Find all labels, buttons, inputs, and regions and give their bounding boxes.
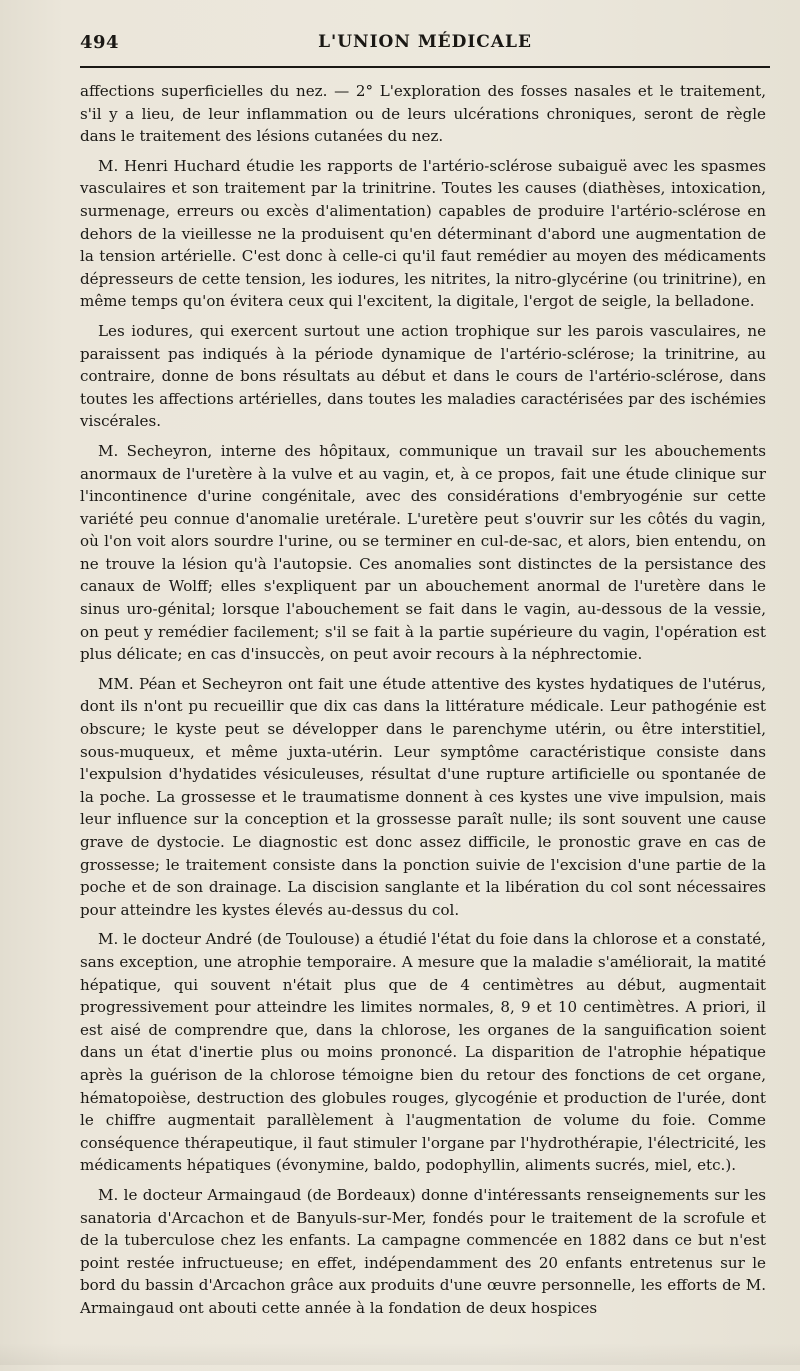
journal-title: L'UNION MÉDICALE (318, 32, 532, 52)
paragraph-armaingaud: M. le docteur Armaingaud (de Bordeaux) donne d'intéressants renseignements sur les sanatoria d'Arcachon et de Banyuls-sur-Mer, fondés pour le traitement de la scrofule et de la tuberculose chez les enfants. La campagne commencée en 1882 dans ce but n'est point restée infructueuse; en effet, indépendamment des 20 enfants entretenus sur le bord du bassin d'Arcachon grâce aux produits d'une œuvre personnelle, les efforts de M. Armaingaud ont abouti cette année à la fondation de deux hospices (80, 1185, 766, 1317)
article-body (80, 80, 766, 1326)
paragraph-nasal-exploration: affections superficielles du nez. — 2° L'exploration des fosses nasales et le traitement, s'il y a lieu, de leur inflammation ou de leurs ulcérations chroniques, seront de règle dans le traitement des lésions cutanées du nez. (80, 82, 766, 146)
header-rule (80, 66, 770, 68)
paragraph-andre: M. le docteur André (de Toulouse) a étudié l'état du foie dans la chlorose et a constaté, sans exception, une atrophie temporaire. A mesure que la maladie s'améliorait, la matité hépatique, qui souvent n'était plus que de 4 centimètres au début, augmentait progressivement pour atteindre les limites normales, 8, 9 et 10 centimètres. A priori, il est aisé de comprendre que, dans la chlorose, les organes de la sanguification soient dans un état d'inertie plus ou moins prononcé. La disparition de l'atrophie hépatique après la guérison de la chlorose témoigne bien du retour des fonctions de cet organe, hématopoièse, destruction des globules rouges, glycogénie et production de l'urée, dont le chiffre augmentait parallèlement à l'augmentation de volume du foie. Comme conséquence thérapeutique, il faut stimuler l'organe par l'hydrothérapie, l'électricité, les médicaments hépatiques (évonymine, baldo, podophyllin, aliments sucrés, miel, etc.). (80, 930, 766, 1175)
page-header (80, 30, 770, 62)
page-bottom-shading (0, 1343, 800, 1365)
paragraph-secheyron: M. Secheyron, interne des hôpitaux, communique un travail sur les abouchements anormaux de l'uretère à la vulve et au vagin, et, à ce propos, fait une étude clinique sur l'incontinence d'urine congénitale, avec des considérations d'embryogénie sur cette variété peu connue d'anomalie uretérale. L'uretère peut s'ouvrir sur les côtés du vagin, où l'on voit alors sourdre l'urine, ou se terminer en cul-de-sac, et alors, bien entendu, on ne trouve la lésion qu'à l'autopsie. Ces anomalies sont distinctes de la persistance des canaux de Wolff; elles s'expliquent par un abouchement anormal de l'uretère dans le sinus uro-génital; lorsque l'abouchement se fait dans le vagin, au-dessous de la vessie, on peut y remédier facilement; s'il se fait à la partie supérieure du vagin, l'opération est plus délicate; en cas d'insuccès, on peut avoir recours à la néphrectomie. (80, 441, 766, 664)
page-number: 494 (80, 32, 120, 53)
paragraph-pean-secheyron: MM. Péan et Secheyron ont fait une étude attentive des kystes hydatiques de l'utérus, dont ils n'ont pu recueillir que dix cas dans la littérature médicale. Leur pathogénie est obscure; le kyste peut se développer dans le parenchyme utérin, ou être interstitiel, sous-muqueux, et même juxta-utérin. Leur symptôme caractéristique consiste dans l'expulsion d'hydatides vésiculeuses, résultat d'une rupture artificielle ou spontanée de la poche. La grossesse et le traumatisme donnent à ces kystes une vive impulsion, mais leur influence sur la conception et la grossesse paraît nulle; ils sont souvent une cause grave de dystocie. Le diagnostic est donc assez difficile, le pronostic grave en cas de grossesse; le traitement consiste dans la ponction suivie de l'excision d'une partie de la poche et de son drainage. La discision sanglante et la libération du col sont nécessaires pour atteindre les kystes élevés au-dessus du col. (80, 674, 766, 919)
paragraph-huchard: M. Henri Huchard étudie les rapports de l'artério-sclérose subaiguë avec les spasmes vasculaires et son traitement par la trinitrine. Toutes les causes (diathèses, intoxication, surmenage, erreurs ou excès d'alimentation) capables de produire l'artério-sclérose en dehors de la vieillesse ne la produisent qu'en déterminant d'abord une augmentation de la tension artérielle. C'est donc à celle-ci qu'il faut remédier au moyen des médicaments dépresseurs de cette tension, les iodures, les nitrites, la nitro-glycérine (ou trinitrine), en même temps qu'on évitera ceux qui l'excitent, la digitale, l'ergot de seigle, la belladone. (80, 156, 766, 311)
paragraph-iodures: Les iodures, qui exercent surtout une action trophique sur les parois vasculaires, ne paraissent pas indiqués à la période dynamique de l'artério-sclérose; la trinitrine, au contraire, donne de bons résultats au début et dans le cours de l'artério-sclérose, dans toutes les affections artérielles, dans toutes les maladies caractérisées par des ischémies viscérales. (80, 321, 766, 431)
